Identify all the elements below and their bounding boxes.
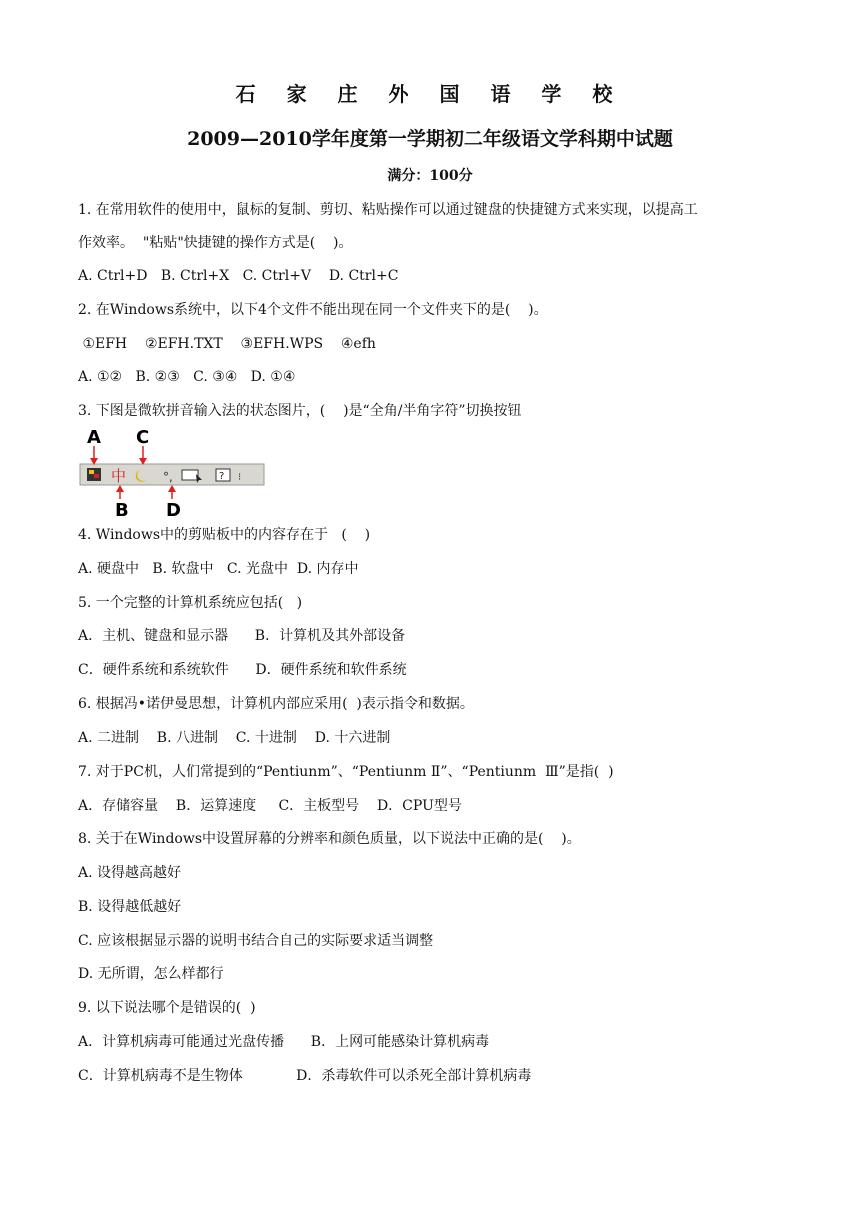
- question-8-option-a: A. 设得越高越好: [78, 865, 182, 881]
- question-2: 2. 在Windows系统中，以下4个文件不能出现在同一个文件夹下的是( )。: [78, 302, 548, 318]
- options-icon: ⁝: [238, 472, 242, 483]
- question-8-option-c: C. 应该根据显示器的说明书结合自己的实际要求适当调整: [78, 933, 434, 949]
- svg-text:?: ?: [219, 471, 225, 482]
- label-d: D: [166, 500, 181, 518]
- punctuation-icon: °,: [163, 470, 173, 484]
- label-b: B: [115, 500, 129, 518]
- question-9-options-2: C．计算机病毒不是生物体 D．杀毒软件可以杀死全部计算机病毒: [78, 1068, 532, 1084]
- question-7: 7. 对于PC机，人们常提到的“Pentiunm”、“Pentiunm Ⅱ”、“Pentiunm Ⅲ”是指( ): [78, 764, 614, 780]
- question-1-line-1: 1. 在常用软件的使用中，鼠标的复制、剪切、粘贴操作可以通过键盘的快捷键方式来实现，以提高工: [78, 202, 698, 218]
- question-9: 9. 以下说法哪个是错误的( ): [78, 1000, 256, 1016]
- question-5: 5. 一个完整的计算机系统应包括( ): [78, 595, 303, 611]
- ime-status-figure: [78, 426, 268, 518]
- question-6-options: A. 二进制 B. 八进制 C. 十进制 D. 十六进制: [78, 730, 391, 746]
- question-2-options: A. ①② B. ②③ C. ③④ D. ①④: [78, 369, 296, 385]
- keyboard-icon: [182, 470, 198, 480]
- question-3: 3. 下图是微软拼音输入法的状态图片，( )是“全角/半角字符”切换按钮: [78, 403, 522, 419]
- label-c: C: [136, 427, 150, 448]
- question-4: 4. Windows中的剪贴板中的内容存在于 ( ): [78, 527, 371, 543]
- full-score: 满分：100分: [387, 168, 473, 184]
- exam-title: 2009—2010学年度第一学期初二年级语文学科期中试题: [187, 128, 673, 150]
- question-1-line-2: 作效率。 "粘贴"快捷键的操作方式是( )。: [78, 235, 353, 251]
- question-7-options: A．存储容量 B．运算速度 C．主板型号 D．CPU型号: [78, 798, 462, 814]
- question-5-options-1: A．主机、键盘和显示器 B．计算机及其外部设备: [78, 628, 406, 644]
- question-8-option-b: B. 设得越低越好: [78, 899, 182, 915]
- label-a: A: [87, 427, 101, 448]
- school-name: 石 家 庄 外 国 语 学 校: [235, 82, 625, 106]
- question-1-options: A. Ctrl+D B. Ctrl+X C. Ctrl+V D. Ctrl+C: [78, 268, 399, 284]
- question-6: 6. 根据冯•诺伊曼思想，计算机内部应采用( )表示指令和数据。: [78, 696, 474, 712]
- question-5-options-2: C．硬件系统和系统软件 D．硬件系统和软件系统: [78, 662, 407, 678]
- question-2-files: ①EFH ②EFH.TXT ③EFH.WPS ④efh: [78, 336, 376, 352]
- question-4-options: A. 硬盘中 B. 软盘中 C. 光盘中 D. 内存中: [78, 561, 359, 577]
- question-8: 8. 关于在Windows中设置屏幕的分辨率和颜色质量，以下说法中正确的是( )。: [78, 831, 581, 847]
- ime-chinese-icon: 中: [111, 467, 127, 485]
- question-9-options-1: A．计算机病毒可能通过光盘传播 B．上网可能感染计算机病毒: [78, 1034, 490, 1050]
- question-8-option-d: D. 无所谓，怎么样都行: [78, 966, 224, 982]
